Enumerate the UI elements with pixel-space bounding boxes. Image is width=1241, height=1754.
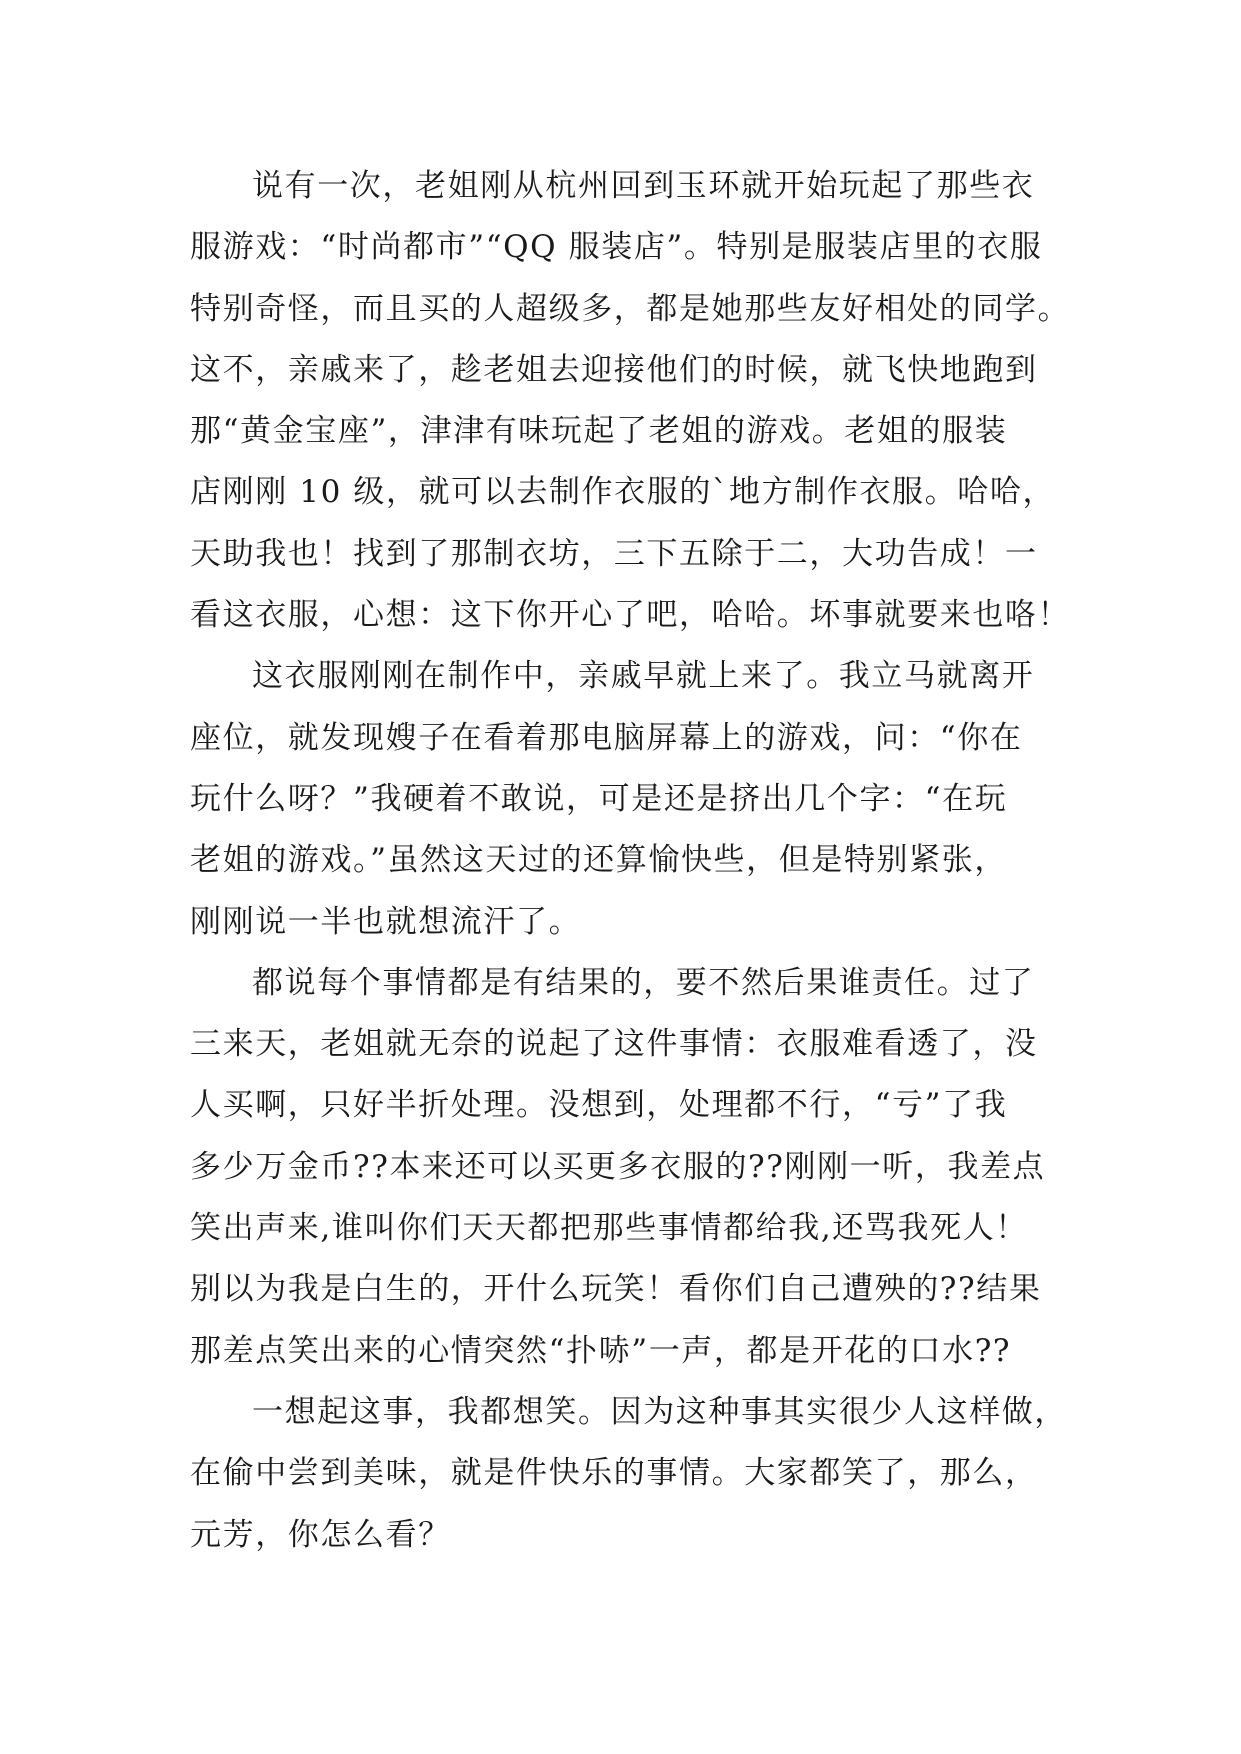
text-line: 特别奇怪，而且买的人超级多，都是她那些友好相处的同学。 (190, 290, 1071, 327)
text-line: 刚刚说一半也就想流汗了。 (190, 903, 582, 940)
text-line: 多少万金币??本来还可以买更多衣服的??刚刚一听，我差点 (190, 1148, 1046, 1185)
text-line: 元芳，你怎么看？ (190, 1516, 451, 1553)
text-line: 说有一次，老姐刚从杭州回到玉环就开始玩起了那些衣 (252, 168, 1035, 204)
text-line: 一想起这事，我都想笑。因为这种事其实很少人这样做， (252, 1393, 1067, 1430)
text-line: 看这衣服，心想：这下你开心了吧，哈哈。坏事就要来也咯！ (190, 597, 1071, 634)
paragraph-1 (190, 156, 1070, 646)
text-line: 都说每个事情都是有结果的，要不然后果谁责任。过了 (252, 964, 1035, 1001)
text-line: 玩什么呀？”我硬着不敢说，可是还是挤出几个字：“在玩 (190, 780, 1008, 817)
text-line: 人买啊，只好半折处理。没想到，处理都不行，“亏”了我 (190, 1087, 1008, 1124)
text-line: 老姐的游戏。”虽然这天过的还算愉快些，但是特别紧张， (190, 842, 1007, 879)
text-line: 笑出声来,谁叫你们天天都把那些事情都给我,还骂我死人！ (190, 1210, 1028, 1247)
text-line: 天助我也！找到了那制衣坊，三下五除于二，大功告成！一 (190, 535, 1038, 572)
paragraph-4 (190, 1382, 1070, 1566)
document-body (190, 156, 1070, 1566)
text-line: 店刚刚 10 级，就可以去制作衣服的`地方制作衣服。哈哈， (190, 474, 1056, 511)
text-line: 座位，就发现嫂子在看着那电脑屏幕上的游戏，问：“你在 (190, 719, 1023, 756)
text-line: 别以为我是白生的，开什么玩笑！看你们自己遭殃的??结果 (190, 1271, 1042, 1308)
text-line: 服游戏：“时尚都市”“QQ 服装店”。特别是服装店里的衣服 (190, 229, 1043, 266)
paragraph-3 (190, 953, 1070, 1382)
text-line: 这衣服刚刚在制作中，亲戚早就上来了。我立马就离开 (252, 658, 1035, 695)
text-line: 这不，亲戚来了，趁老姐去迎接他们的时候，就飞快地跑到 (190, 351, 1038, 388)
text-line: 那“黄金宝座”，津津有味玩起了老姐的游戏。老姐的服装 (190, 413, 1008, 450)
text-line: 三来天，老姐就无奈的说起了这件事情：衣服难看透了，没 (190, 1026, 1038, 1063)
text-line: 那差点笑出来的心情突然“扑哧”一声，都是开花的口水?? (190, 1332, 1012, 1369)
paragraph-2 (190, 646, 1070, 952)
text-line: 在偷中尝到美味，就是件快乐的事情。大家都笑了，那么， (190, 1455, 1038, 1492)
